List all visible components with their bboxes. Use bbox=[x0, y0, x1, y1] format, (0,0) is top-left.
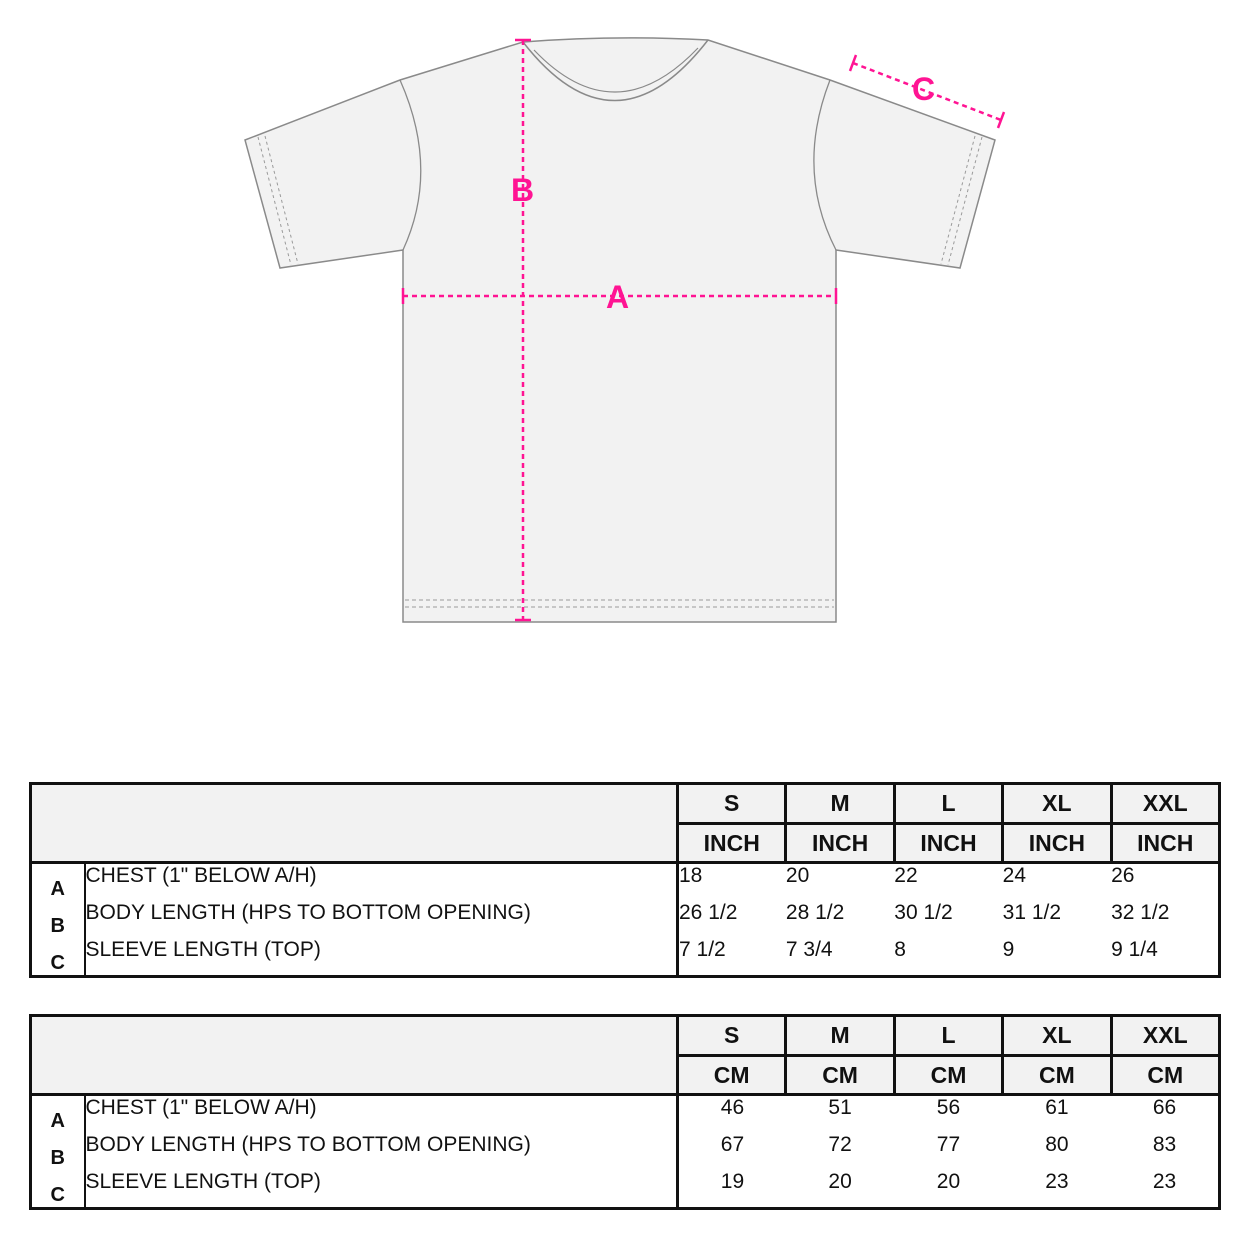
table-row bbox=[31, 901, 1220, 938]
table-row bbox=[31, 938, 1220, 977]
measure-label-a: A bbox=[606, 279, 630, 315]
size-table-cm bbox=[29, 1014, 1221, 1210]
table-cell: 24 bbox=[1002, 864, 1027, 887]
row-letter: B bbox=[31, 901, 85, 938]
size-header: S bbox=[678, 1016, 786, 1056]
table-cell: 23 bbox=[1045, 1170, 1069, 1193]
row-label: CHEST (1" BELOW A/H) bbox=[85, 863, 678, 902]
table-row bbox=[31, 1170, 1220, 1209]
size-header: XL bbox=[1003, 784, 1111, 824]
table-cell: 28 1/2 bbox=[785, 901, 845, 924]
unit-header: INCH bbox=[1003, 824, 1111, 863]
measure-label-c: C bbox=[912, 71, 936, 107]
size-header: XXL bbox=[1111, 1016, 1219, 1056]
unit-header: CM bbox=[1003, 1056, 1111, 1095]
unit-header: CM bbox=[786, 1056, 894, 1095]
unit-header: INCH bbox=[1111, 824, 1219, 863]
unit-header: CM bbox=[894, 1056, 1002, 1095]
table-cell: 56 bbox=[936, 1096, 961, 1119]
table-cell: 61 bbox=[1045, 1096, 1069, 1119]
table-cell: 9 1/4 bbox=[1111, 938, 1158, 961]
table-cell: 83 bbox=[1152, 1133, 1177, 1156]
table-cell: 31 1/2 bbox=[1002, 901, 1062, 924]
table-row bbox=[31, 1095, 1220, 1134]
table-row bbox=[31, 1133, 1220, 1170]
unit-header: INCH bbox=[894, 824, 1002, 863]
row-letter: A bbox=[31, 1095, 85, 1134]
table-cell: 9 bbox=[1002, 938, 1015, 961]
table-cell: 22 bbox=[894, 864, 918, 887]
row-label: SLEEVE LENGTH (TOP) bbox=[85, 938, 678, 977]
unit-header: INCH bbox=[786, 824, 894, 863]
table-header-blank bbox=[31, 784, 678, 863]
table-cell: 67 bbox=[720, 1133, 745, 1156]
table-cell: 32 1/2 bbox=[1111, 901, 1170, 924]
size-table-inch bbox=[29, 782, 1221, 978]
unit-header: CM bbox=[678, 1056, 786, 1095]
row-label: SLEEVE LENGTH (TOP) bbox=[85, 1170, 678, 1209]
table-cell: 46 bbox=[720, 1096, 745, 1119]
size-header: XXL bbox=[1111, 784, 1219, 824]
table-cell: 30 1/2 bbox=[894, 901, 953, 924]
table-cell: 20 bbox=[785, 864, 810, 887]
row-letter: C bbox=[31, 1170, 85, 1209]
table-cell: 20 bbox=[828, 1170, 852, 1193]
size-header: S bbox=[678, 784, 786, 824]
table-cell: 19 bbox=[720, 1170, 745, 1193]
unit-header: CM bbox=[1111, 1056, 1219, 1095]
table-cell: 66 bbox=[1152, 1096, 1177, 1119]
unit-header: INCH bbox=[678, 824, 786, 863]
row-label: BODY LENGTH (HPS TO BOTTOM OPENING) bbox=[85, 1133, 678, 1170]
table-cell: 18 bbox=[679, 864, 703, 887]
table-cell: 72 bbox=[828, 1133, 852, 1156]
table-cell: 51 bbox=[828, 1096, 852, 1119]
table-cell: 77 bbox=[936, 1133, 961, 1156]
size-header: M bbox=[786, 1016, 894, 1056]
table-cell: 80 bbox=[1045, 1133, 1069, 1156]
measure-label-b: B bbox=[511, 172, 535, 208]
table-cell: 26 bbox=[1111, 864, 1135, 887]
table-cell: 23 bbox=[1152, 1170, 1177, 1193]
row-label: CHEST (1" BELOW A/H) bbox=[85, 1095, 678, 1134]
size-header: L bbox=[894, 784, 1002, 824]
table-cell: 7 3/4 bbox=[785, 938, 833, 961]
table-cell: 26 1/2 bbox=[679, 901, 738, 924]
row-letter: C bbox=[31, 938, 85, 977]
size-header: XL bbox=[1003, 1016, 1111, 1056]
row-letter: B bbox=[31, 1133, 85, 1170]
table-cell: 7 1/2 bbox=[679, 938, 726, 961]
table-header-blank bbox=[31, 1016, 678, 1095]
row-letter: A bbox=[31, 863, 85, 902]
tshirt-outline bbox=[245, 38, 995, 622]
table-cell: 8 bbox=[894, 938, 906, 961]
size-header: L bbox=[894, 1016, 1002, 1056]
table-row bbox=[31, 863, 1220, 902]
table-cell: 20 bbox=[936, 1170, 961, 1193]
row-label: BODY LENGTH (HPS TO BOTTOM OPENING) bbox=[85, 901, 678, 938]
size-header: M bbox=[786, 784, 894, 824]
